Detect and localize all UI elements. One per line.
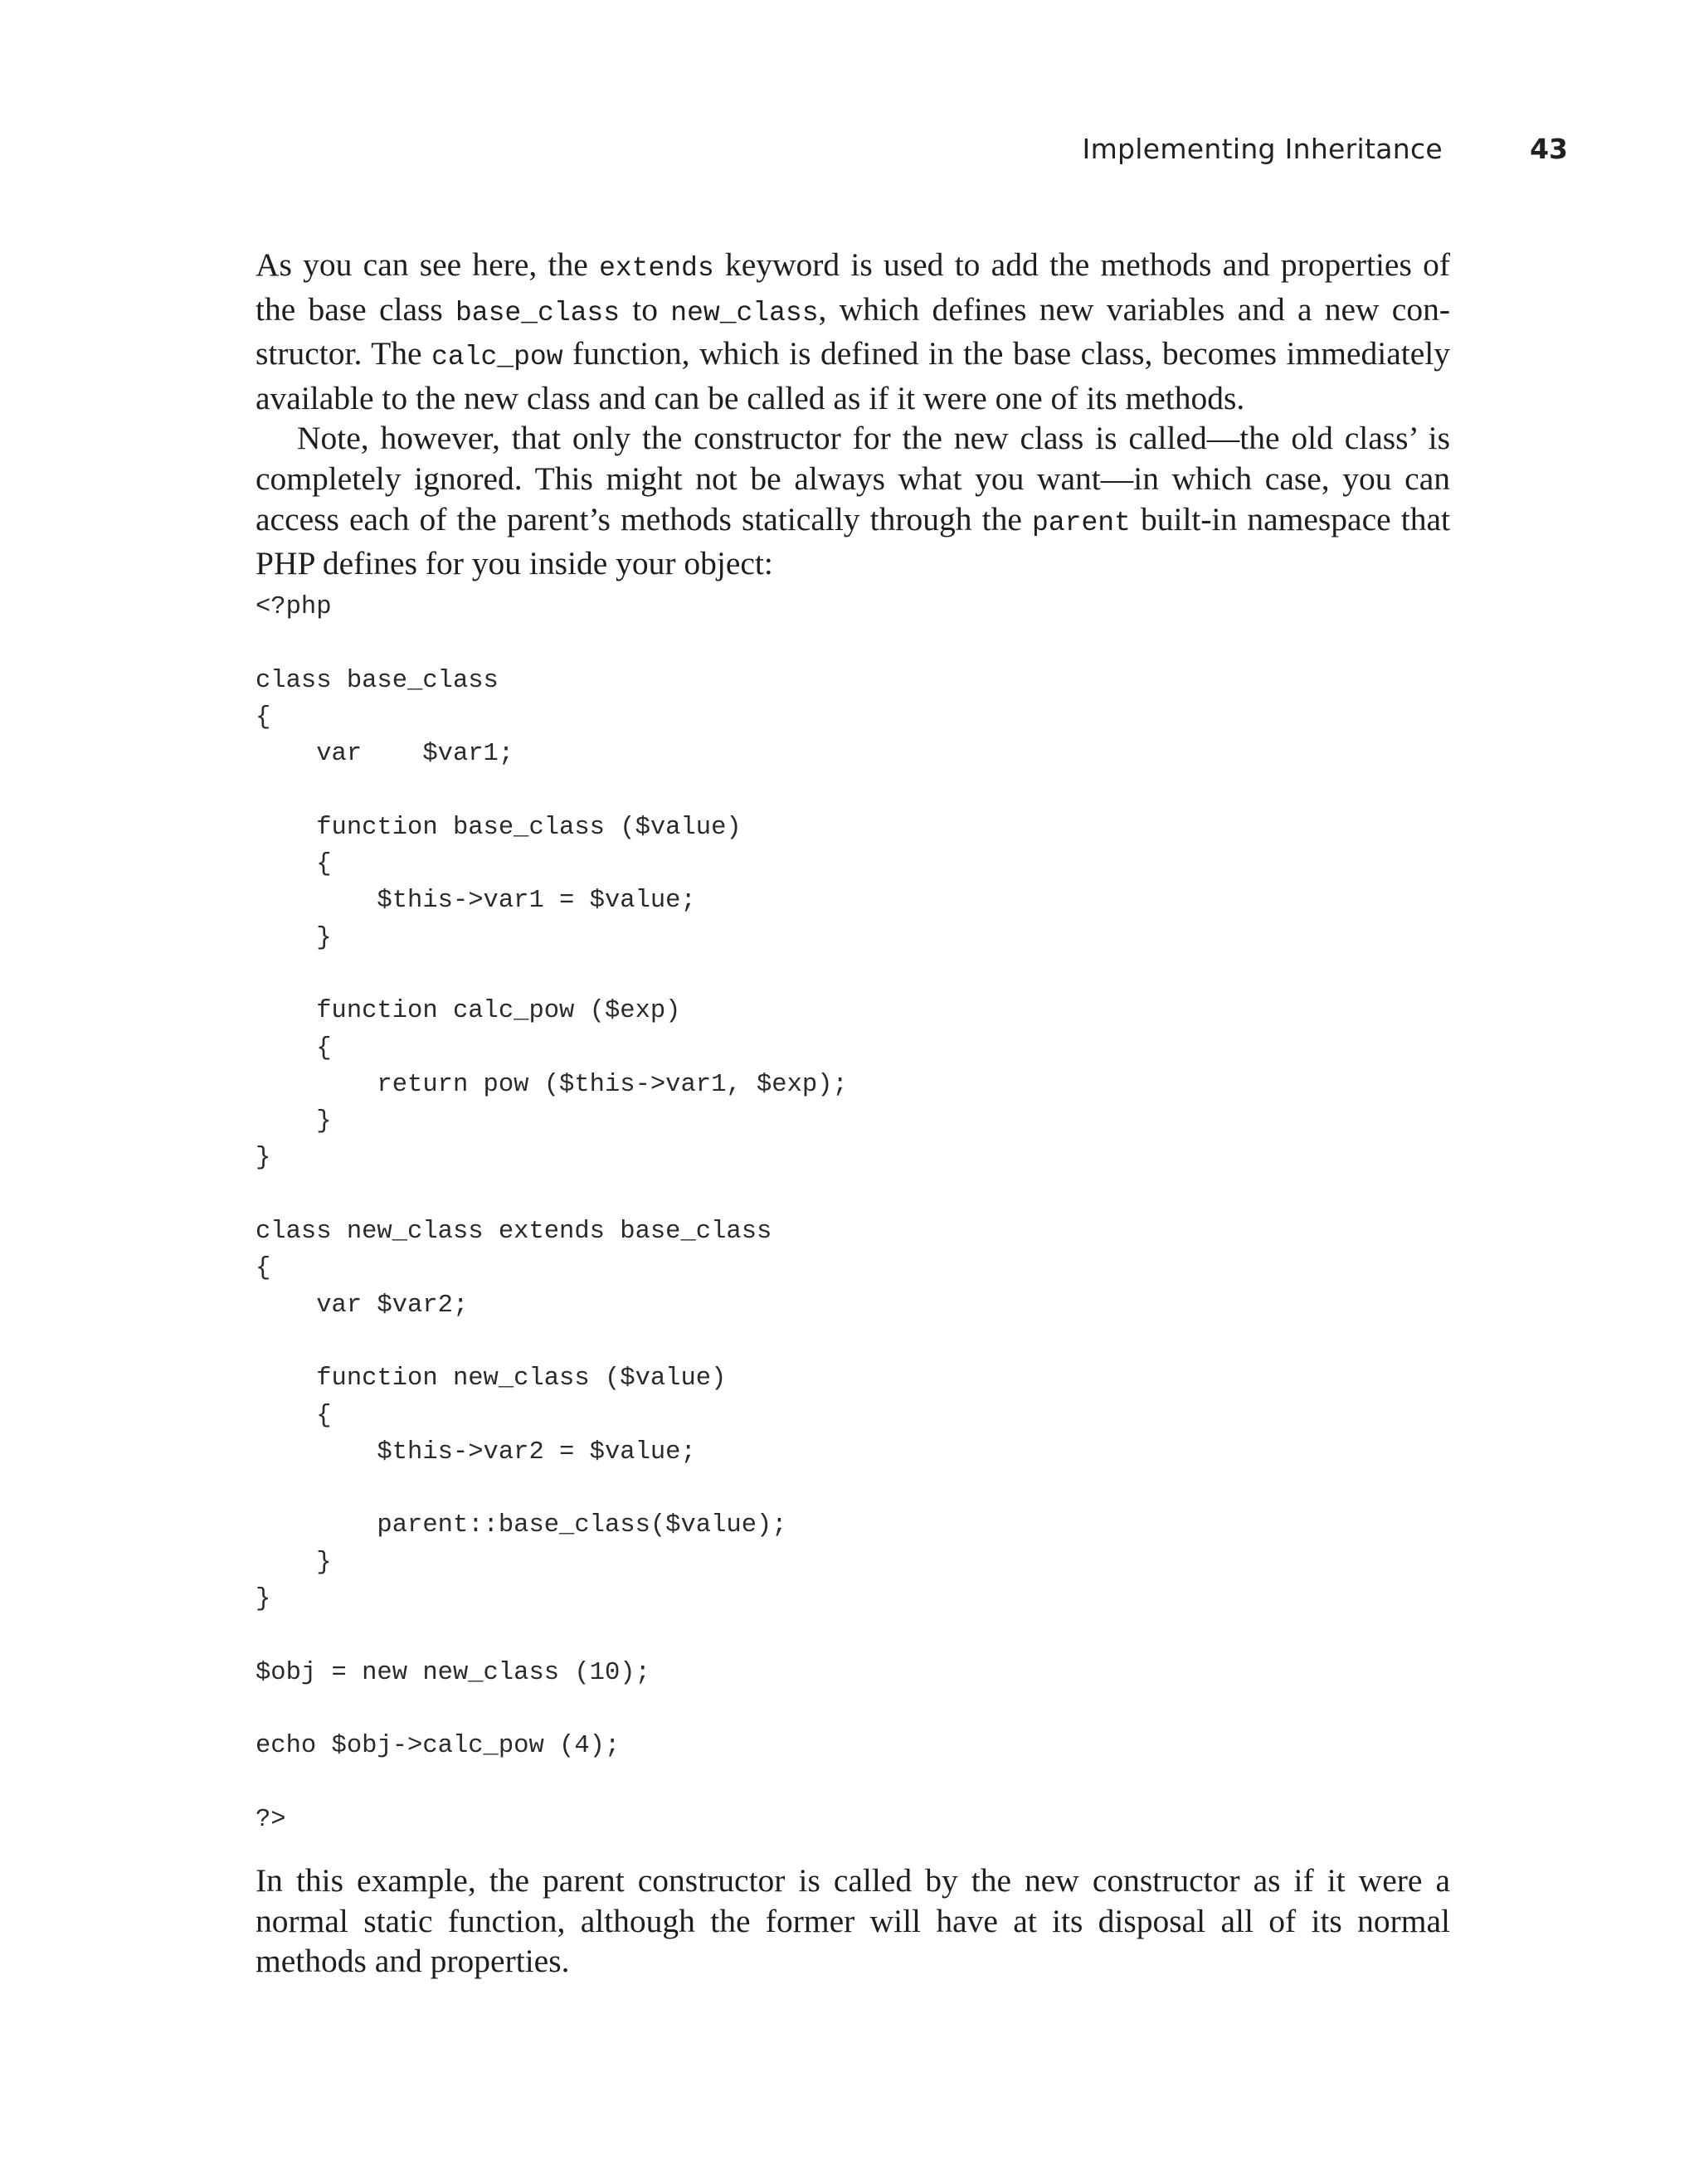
code-line: } <box>256 1548 332 1577</box>
code-line: } <box>256 1144 271 1173</box>
paragraph-2-text-1: Note, however, that only the constructor for the new class is called—the old class’ is completely ignored. This might not be always what you want—in which case, you can access each of the parent’s methods statically through the <box>256 420 1450 537</box>
code-line <box>256 1765 1450 1802</box>
code-line: $this->var1 = $value; <box>256 887 696 916</box>
code-line: } <box>256 1107 332 1136</box>
code-line: var $var1; <box>256 740 514 769</box>
code-line: function base_class ($value) <box>256 813 742 842</box>
code-line: { <box>256 1034 332 1063</box>
paragraph-1-text-4: , which defines new variables and a new con-structor. The <box>256 290 1450 372</box>
code-line <box>256 1177 1450 1214</box>
code-line: $this->var2 = $value; <box>256 1437 696 1467</box>
code-line: <?php <box>256 593 332 621</box>
paragraph-1-text-1: As you can see here, the <box>256 246 600 283</box>
inline-code-new-class: new_class <box>670 297 819 328</box>
running-header <box>0 133 1699 173</box>
code-line <box>256 956 1450 993</box>
code-line: ?> <box>256 1805 286 1834</box>
inline-code-base-class: base_class <box>455 297 621 328</box>
inline-code-parent: parent <box>1032 507 1131 538</box>
code-line: $obj = new new_class (10); <box>256 1658 650 1687</box>
code-line <box>256 772 1450 809</box>
code-line: echo $obj->calc_pow (4); <box>256 1732 621 1761</box>
code-line: class base_class <box>256 666 499 695</box>
running-title: Implementing Inheritance <box>1082 133 1443 165</box>
code-listing <box>256 589 1450 1838</box>
code-line: function calc_pow ($exp) <box>256 997 681 1026</box>
paragraph-1 <box>256 245 1450 418</box>
page-number: 43 <box>1530 133 1568 165</box>
code-line: { <box>256 850 332 879</box>
code-line <box>256 1617 1450 1654</box>
code-line <box>256 1324 1450 1360</box>
code-line: } <box>256 1585 271 1614</box>
code-line <box>256 1691 1450 1728</box>
paragraph-2-text-2: built-in namespace that PHP defines for you inside your object: <box>256 500 1450 582</box>
code-line: function new_class ($value) <box>256 1364 727 1394</box>
closing-paragraph: In this example, the parent constructor is called by the new constructor as if it were a normal static function, although the former will have at its disposal all of its normal methods and properties. <box>256 1862 1450 1980</box>
paragraph-1-text-3: to <box>620 290 671 328</box>
inline-code-calc-pow: calc_pow <box>431 342 563 373</box>
code-line: var $var2; <box>256 1291 469 1320</box>
code-line: class new_class extends base_class <box>256 1218 772 1247</box>
code-line: } <box>256 923 332 952</box>
intro-text <box>256 245 1450 584</box>
code-line <box>256 625 1450 662</box>
paragraph-1-text-5: function, which is defined in the base class, becomes immediately available to the new class and can be called as if it were one of its methods. <box>256 335 1450 416</box>
code-line: { <box>256 1254 271 1283</box>
code-line: { <box>256 1401 332 1430</box>
paragraph-1-text-2: keyword is used to add the methods and properties of the base class <box>256 246 1450 328</box>
inline-code-extends: extends <box>599 253 714 284</box>
code-line: { <box>256 703 271 732</box>
code-line: return pow ($this->var1, $exp); <box>256 1070 848 1099</box>
paragraph-2 <box>256 418 1450 583</box>
code-line <box>256 1471 1450 1507</box>
code-line: parent::base_class($value); <box>256 1511 787 1540</box>
closing-text <box>256 1861 1450 1982</box>
